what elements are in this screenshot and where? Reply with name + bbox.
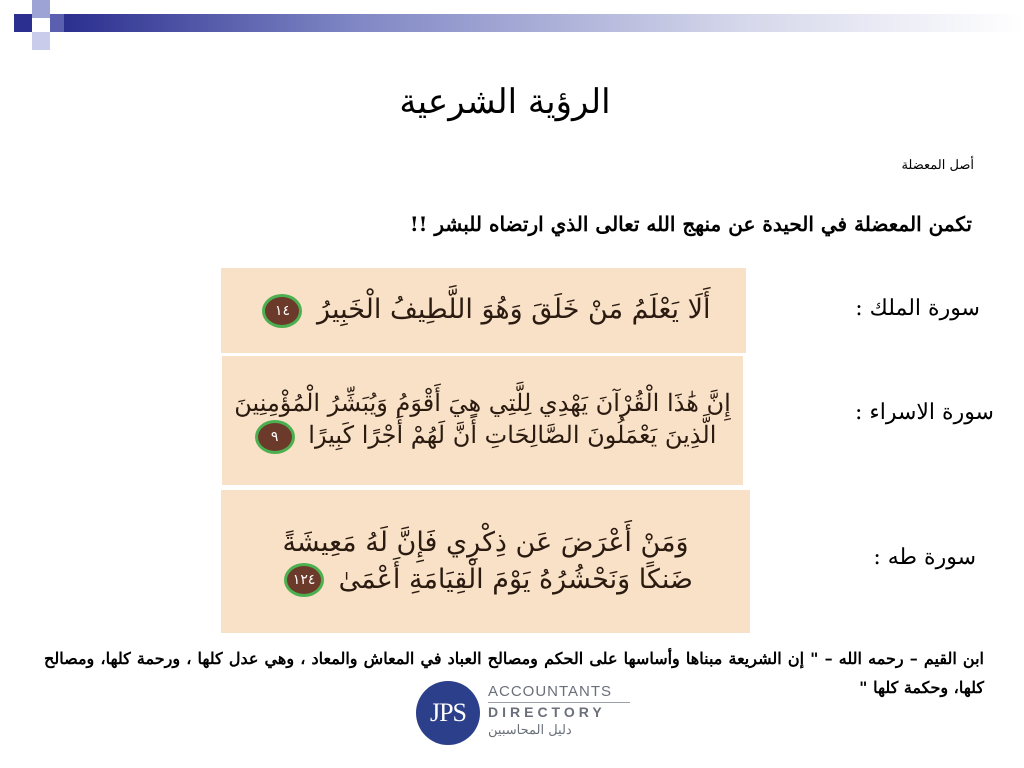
jps-logo <box>416 681 636 747</box>
logo-divider <box>488 702 630 703</box>
header-gradient-bar <box>64 14 1024 32</box>
decor-square-4 <box>50 14 64 32</box>
logo-line-2: DIRECTORY <box>488 704 606 720</box>
decor-square-1 <box>14 14 32 32</box>
verse-line <box>256 292 710 328</box>
section-subtitle: أصل المعضلة <box>901 158 974 173</box>
ibn-qayyim-quote: ابن القيم – رحمه الله – " إن الشريعة مبناها وأساسها على الحكم ومصالح العباد في المعاش والمعاد ، وهي عدل كلها ، ورحمة كلها، ومصالح كلها، وحكمة كلها " <box>44 649 984 697</box>
surah-label-taha: سورة طه : <box>873 545 976 570</box>
verse-text: أَلَا يَعْلَمُ مَنْ خَلَقَ وَهُوَ اللَّطِيفُ الْخَبِيرُ <box>317 294 711 326</box>
logo-mark: JPS <box>416 681 480 745</box>
ayah-number-marker: ١٤ <box>262 294 302 328</box>
surah-label-al-mulk: سورة الملك : <box>855 296 980 321</box>
surah-label-al-isra: سورة الاسراء : <box>854 400 994 425</box>
verse-text: ضَنكًا وَنَحْشُرُهُ يَوْمَ الْقِيَامَةِ أَعْمَىٰ <box>338 563 693 595</box>
logo-line-3: دليل المحاسبين <box>488 723 572 738</box>
verse-text: إِنَّ هَٰذَا الْقُرْآنَ يَهْدِي لِلَّتِي هِيَ أَقْوَمُ وَيُبَشِّرُ الْمُؤْمِنِينَ <box>234 389 731 418</box>
verse-text: الَّذِينَ يَعْمَلُونَ الصَّالِحَاتِ أَنَّ لَهُمْ أَجْرًا كَبِيرًا <box>308 421 717 450</box>
decor-square-3 <box>32 32 50 50</box>
verse-image-al-mulk <box>221 268 746 353</box>
logo-line-1: ACCOUNTANTS <box>488 683 613 700</box>
main-statement: تكمن المعضلة في الحيدة عن منهج الله تعالى الذي ارتضاه للبشر !! <box>409 212 972 236</box>
verse-line <box>282 525 688 561</box>
verse-image-al-isra <box>222 356 743 485</box>
decor-square-2 <box>32 0 50 18</box>
verse-line <box>249 419 717 454</box>
page-title: الرؤية الشرعية <box>399 82 611 122</box>
verse-line <box>234 387 731 419</box>
ayah-number-marker: ٩ <box>255 420 295 454</box>
verse-text: وَمَنْ أَعْرَضَ عَن ذِكْرِي فَإِنَّ لَهُ مَعِيشَةً <box>282 527 689 559</box>
verse-image-taha <box>221 490 750 633</box>
verse-line <box>278 562 693 598</box>
ayah-number-marker: ١٢٤ <box>284 563 324 597</box>
